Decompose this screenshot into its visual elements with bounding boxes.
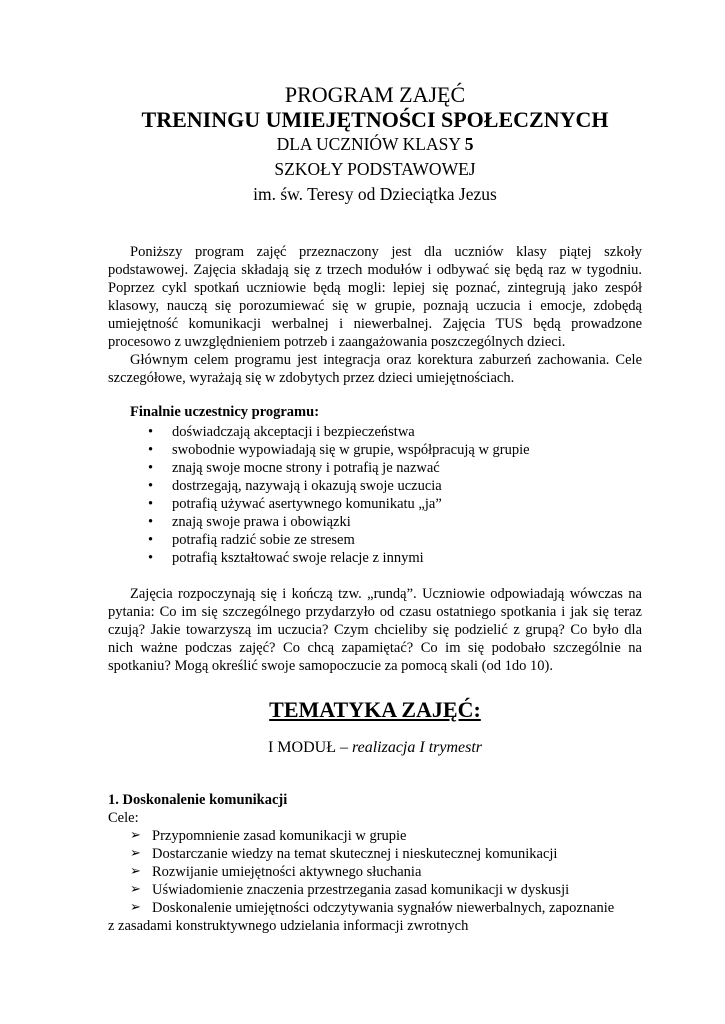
intro-paragraph-1: Poniższy program zajęć przeznaczony jest dla uczniów klasy piątej szkoły podstawowej. Zajęcia składają się z trzech modułów i odbywać się będą raz w tygodniu. Poprzez cykl spotkań uczniowie będą mogli: lepiej się poznać, zintegrują jako zespół klasowy, nauczą się porozumiewać się w grupie, poznają uczucia i emocje, zdobędą umiejętność komunikacji werbalnej i niewerbalnej. Zajęcia TUS będą prowadzone procesowo z uwzględnieniem potrzeb i zaangażowania poszczególnych dzieci.	[108, 244, 642, 350]
goal-item	[130, 827, 642, 845]
participant-item-text: doświadczają akceptacji i bezpieczeństwa	[172, 424, 415, 440]
arrow-bullet-icon: ➢	[130, 828, 141, 843]
participant-item	[148, 513, 642, 531]
participant-item-text: znają swoje mocne strony i potrafią je nazwać	[172, 460, 440, 476]
participant-item-text: dostrzegają, nazywają i okazują swoje uczucia	[172, 478, 442, 494]
participant-item-text: znają swoje prawa i obowiązki	[172, 514, 351, 530]
bullet-icon: •	[148, 514, 154, 530]
arrow-bullet-icon: ➢	[130, 846, 141, 861]
document-body	[108, 243, 642, 935]
participant-item	[148, 477, 642, 495]
participant-item	[148, 549, 642, 567]
goal-item-text: Przypomnienie zasad komunikacji w grupie	[152, 828, 407, 844]
module-heading	[108, 739, 642, 757]
arrow-bullet-icon: ➢	[130, 864, 141, 879]
topic-title: 1. Doskonalenie komunikacji	[108, 792, 288, 808]
document-page	[108, 82, 642, 935]
arrow-bullet-icon: ➢	[130, 900, 141, 915]
goals-list	[108, 827, 642, 917]
module-prefix: I MODUŁ –	[267, 739, 352, 756]
participant-item-text: potrafią radzić sobie ze stresem	[172, 532, 355, 548]
goals-continuation: z zasadami konstruktywnego udzielania informacji zwrotnych	[108, 918, 469, 934]
bullet-icon: •	[148, 424, 154, 440]
participant-item	[148, 441, 642, 459]
goal-item	[130, 863, 642, 881]
participant-item	[148, 495, 642, 513]
participant-item	[148, 423, 642, 441]
participants-heading: Finalnie uczestnicy programu:	[130, 404, 320, 420]
goal-item	[130, 899, 642, 917]
rounds-paragraph: Zajęcia rozpoczynają się i kończą tzw. „rundą”. Uczniowie odpowiadają wówczas na pytania: Co im się szczególnego przydarzyło od czasu ostatniego spotkania i jak się teraz czują? Jakie towarzyszą im uczucia? Czym chcieliby się podzielić z grupą? Co było dla nich ważne podczas zajęć? Co chcą zapamiętać? Co im się podobało szczególnie na spotkaniu? Mogą określić swoje samopoczucie za pomocą skali (od 1do 10).	[108, 586, 642, 674]
module-term: realizacja I trymestr	[351, 739, 483, 756]
participant-item-text: swobodnie wypowiadają się w grupie, współpracują w grupie	[172, 442, 530, 458]
school-patron: im. św. Teresy od Dzieciątka Jezus	[253, 184, 497, 204]
bullet-icon: •	[148, 460, 154, 476]
school-line: SZKOŁY PODSTAWOWEJ	[274, 159, 476, 179]
goal-item-text: Doskonalenie umiejętności odczytywania sygnałów niewerbalnych, zapoznanie	[152, 900, 615, 916]
bullet-icon: •	[148, 550, 154, 566]
program-subtitle: TRENINGU UMIEJĘTNOŚCI SPOŁECZNYCH	[141, 107, 609, 132]
goals-label: Cele:	[108, 810, 139, 826]
intro-paragraph-2: Głównym celem programu jest integracja oraz korektura zaburzeń zachowania. Cele szczegółowe, wyrażają się w zdobytych przez dzieci umiejętnościach.	[108, 352, 642, 386]
goal-item	[130, 881, 642, 899]
class-line	[108, 132, 642, 157]
participants-list	[108, 423, 642, 567]
class-line-text: DLA UCZNIÓW KLASY	[276, 134, 465, 154]
bullet-icon: •	[148, 532, 154, 548]
class-number: 5	[464, 134, 474, 154]
document-header	[108, 82, 642, 207]
section-title: TEMATYKA ZAJĘĆ:	[269, 697, 481, 722]
participant-item	[148, 459, 642, 477]
arrow-bullet-icon: ➢	[130, 882, 141, 897]
goal-item	[130, 845, 642, 863]
participant-item-text: potrafią używać asertywnego komunikatu „ja”	[172, 496, 442, 512]
goal-item-text: Rozwijanie umiejętności aktywnego słuchania	[152, 864, 422, 880]
participant-item	[148, 531, 642, 549]
bullet-icon: •	[148, 478, 154, 494]
bullet-icon: •	[148, 442, 154, 458]
bullet-icon: •	[148, 496, 154, 512]
goal-item-text: Dostarczanie wiedzy na temat skutecznej i nieskutecznej komunikacji	[152, 846, 558, 862]
program-title: PROGRAM ZAJĘĆ	[284, 82, 466, 107]
participant-item-text: potrafią kształtować swoje relacje z innymi	[172, 550, 424, 566]
goal-item-text: Uświadomienie znaczenia przestrzegania zasad komunikacji w dyskusji	[152, 882, 570, 898]
